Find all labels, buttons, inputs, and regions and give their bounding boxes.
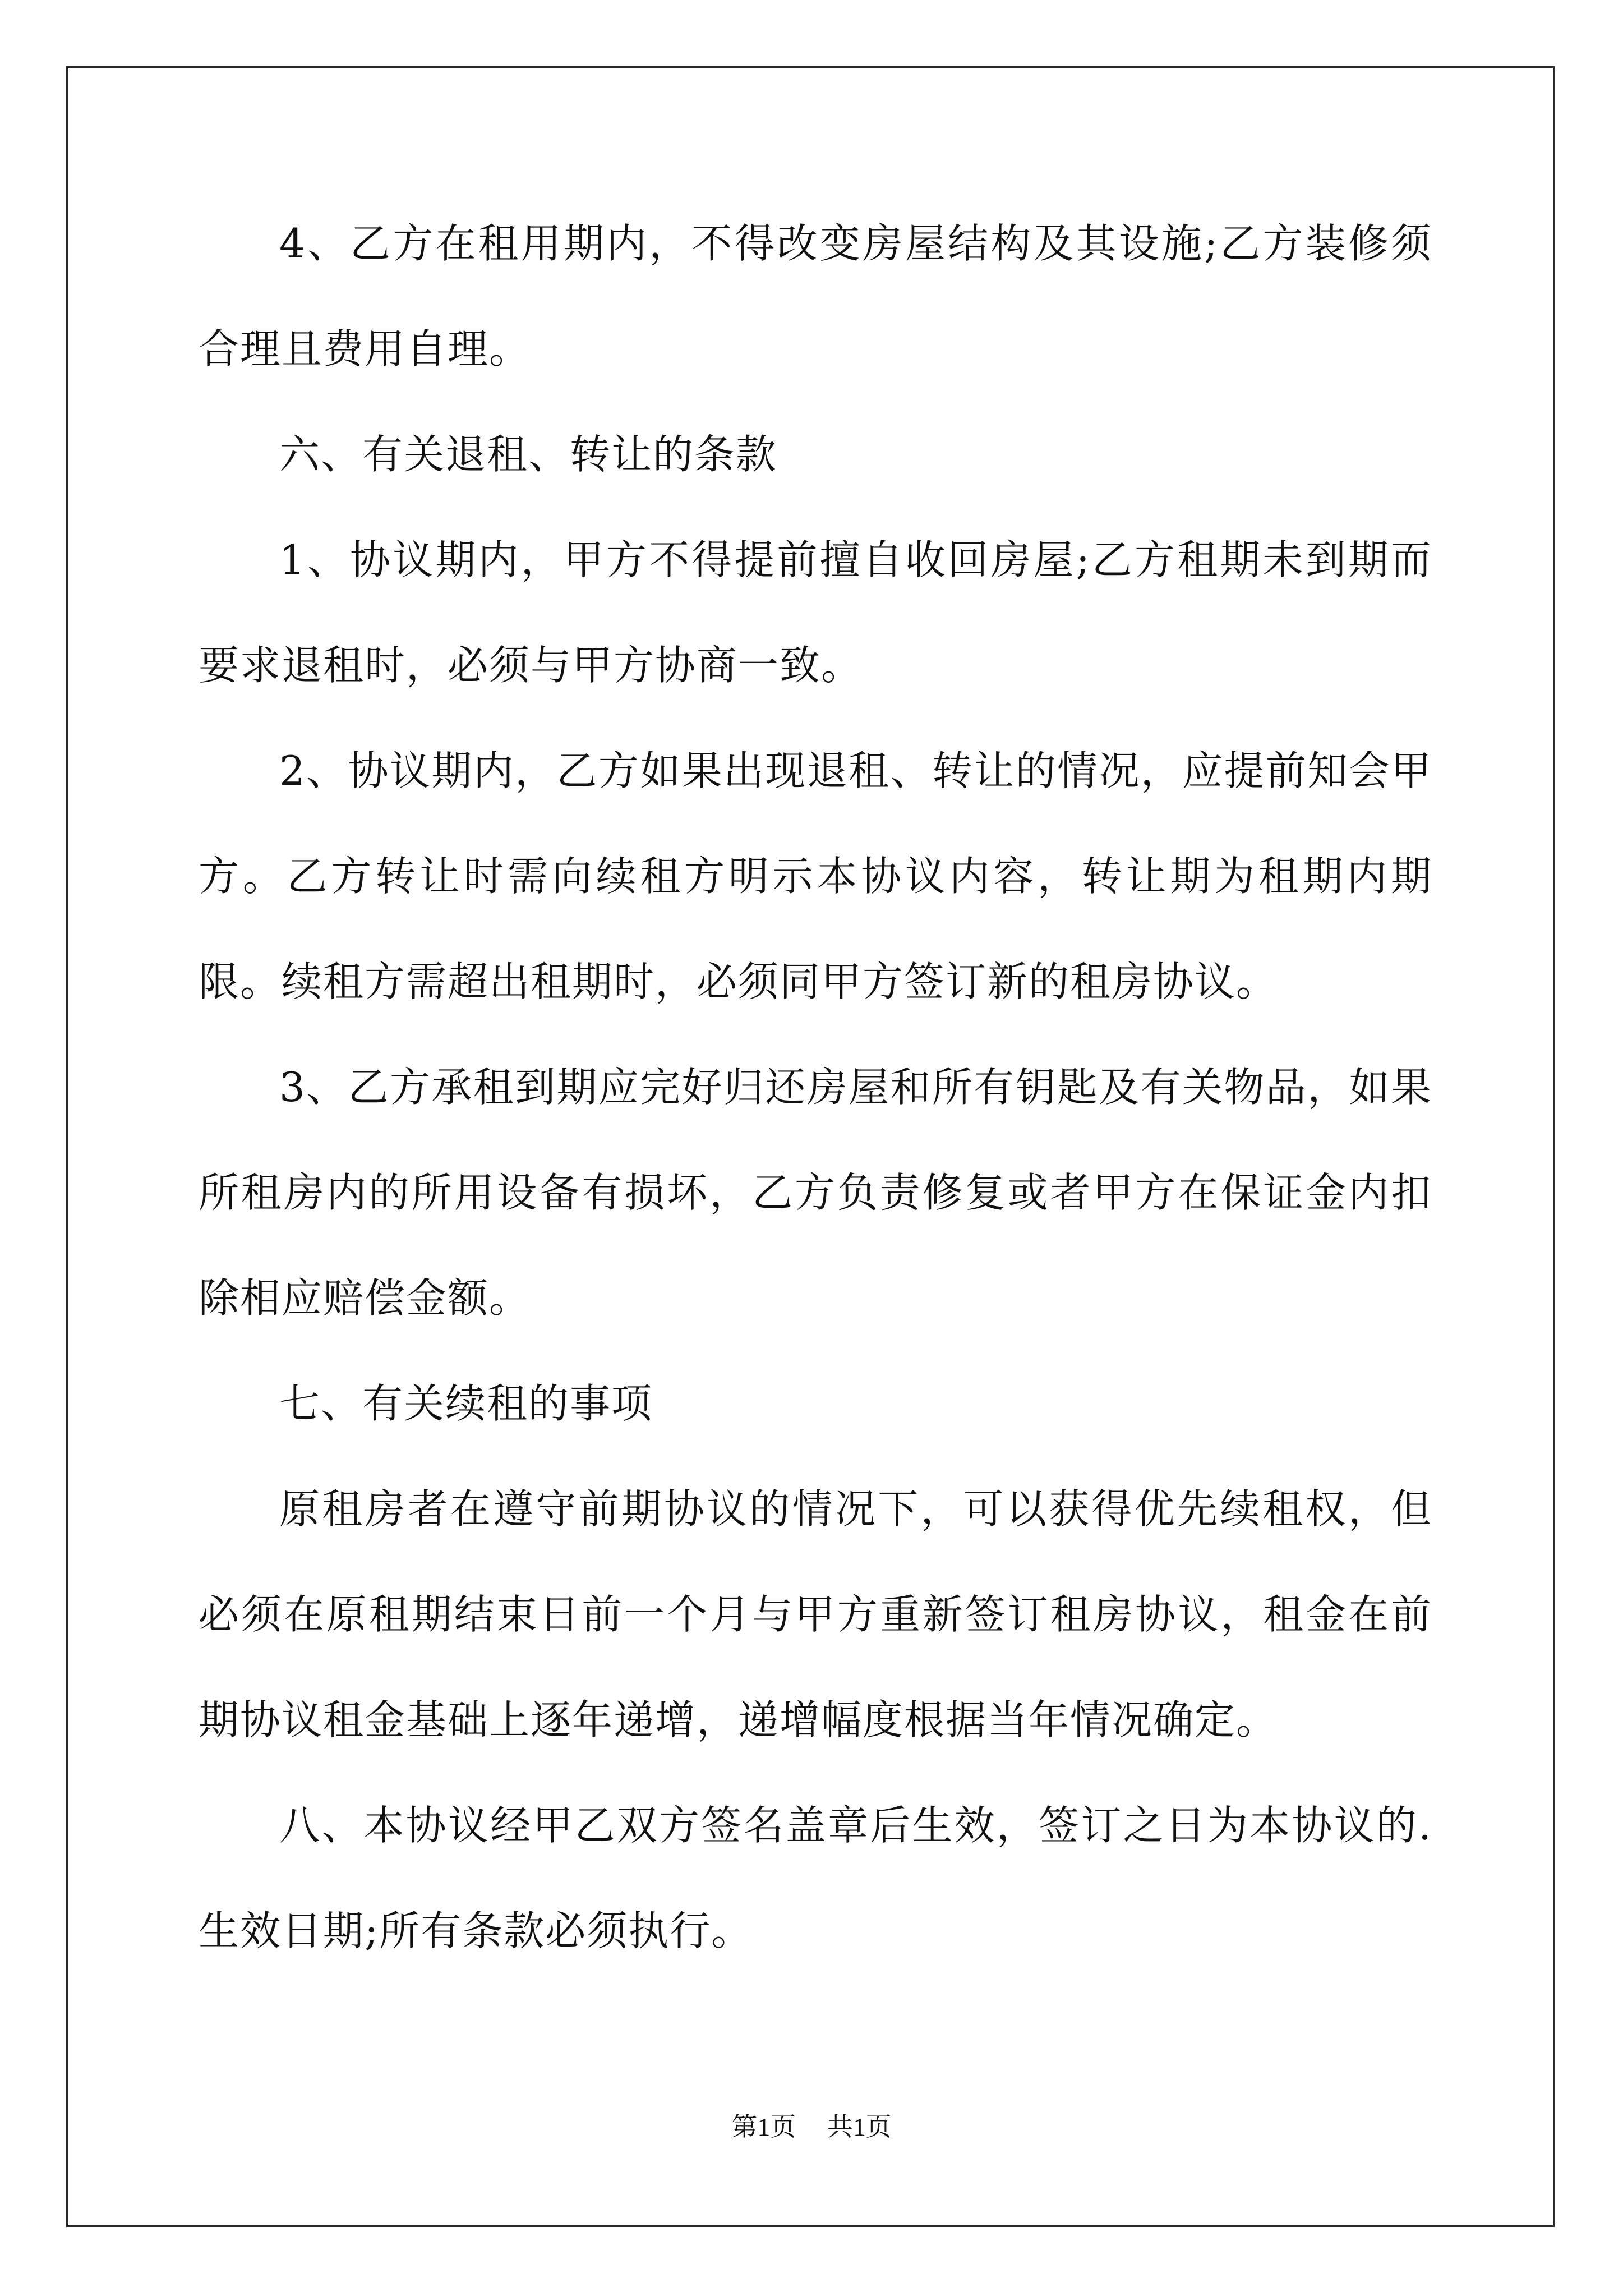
- paragraph-clause-4: 4、乙方在租用期内，不得改变房屋结构及其设施;乙方装修须合理且费用自理。: [199, 220, 1432, 372]
- document-body: [199, 191, 1432, 1984]
- paragraph-clause-1: 1、协议期内，甲方不得提前擅自收回房屋;乙方租期未到期而要求退租时，必须与甲方协商一致。: [199, 536, 1432, 689]
- section-heading-renewal: 七、有关续租的事项: [279, 1380, 653, 1427]
- page-footer: [0, 2106, 1623, 2143]
- paragraph-renewal: 原租房者在遵守前期协议的情况下，可以获得优先续租权，但必须在原租期结束日前一个月与甲方重新签订租房协议，租金在前期协议租金基础上逐年递增，递增幅度根据当年情况确定。: [199, 1485, 1432, 1743]
- section-heading-termination: 六、有关退租、转让的条款: [279, 431, 778, 478]
- page-total: 共1页: [827, 2113, 892, 2141]
- paragraph-clause-3: 3、乙方承租到期应完好归还房屋和所有钥匙及有关物品，如果所租房内的所用设备有损坏，乙方负责修复或者甲方在保证金内扣除相应赔偿金额。: [199, 1064, 1432, 1322]
- paragraph-clause-2: 2、协议期内，乙方如果出现退租、转让的情况，应提前知会甲方。乙方转让时需向续租方明示本协议内容，转让期为租期内期限。续租方需超出租期时，必须同甲方签订新的租房协议。: [199, 747, 1432, 1005]
- paragraph-effective-date: 八、本协议经甲乙双方签名盖章后生效，签订之日为本协议的.生效日期;所有条款必须执行。: [199, 1802, 1432, 1954]
- page-number: 第1页: [731, 2113, 796, 2141]
